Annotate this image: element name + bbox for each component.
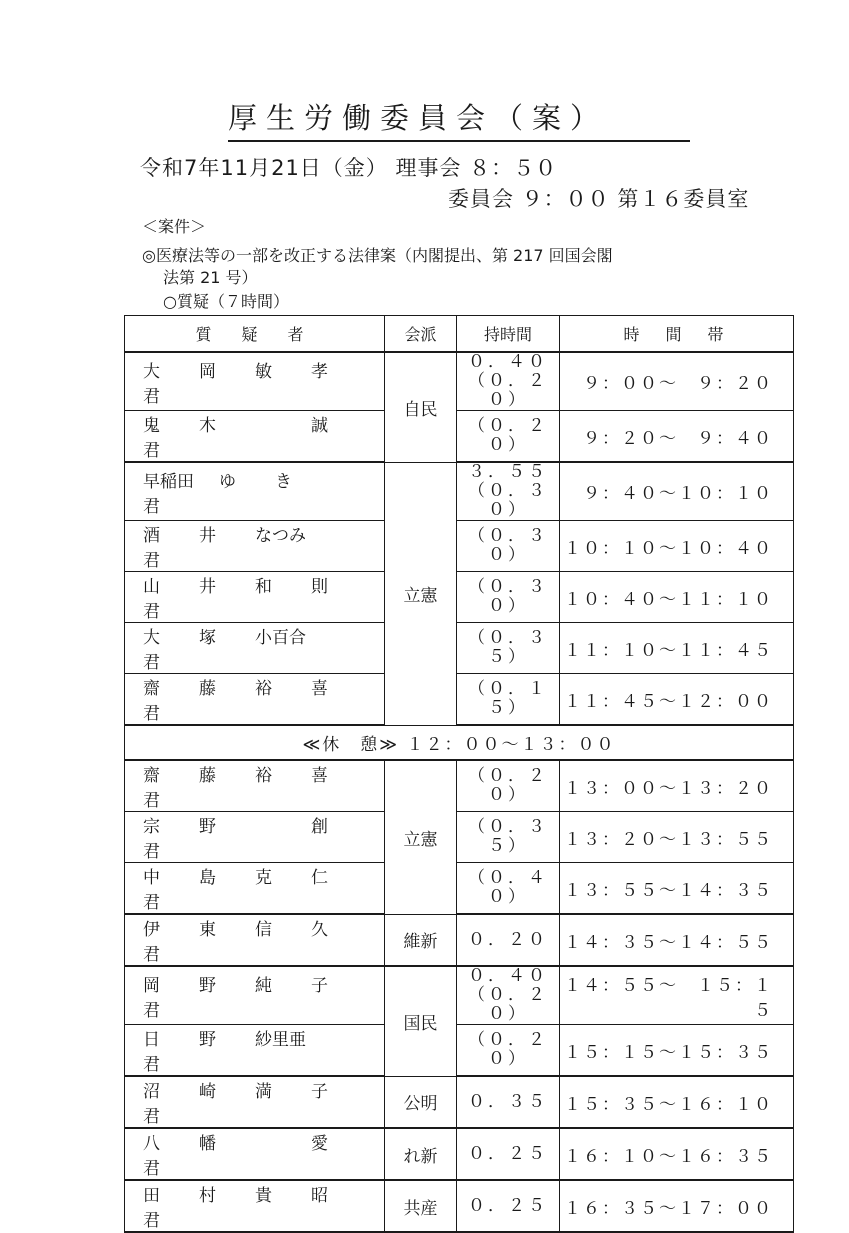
name-part: 君 [143, 1107, 160, 1127]
time-slot: １４：５５～ １５：１５ [560, 966, 794, 1025]
table-row [125, 674, 794, 726]
allotted-time: （０．２０） [457, 411, 560, 463]
name-part: 君 [143, 1159, 160, 1179]
name-part: 野 [199, 1030, 216, 1050]
name-part: 君 [143, 1211, 160, 1231]
questioner-name [125, 572, 385, 623]
name-part: 誠 [311, 416, 328, 436]
questioner-name [125, 1076, 385, 1128]
lunch-break: ≪休 憩≫ １２：００～１３：００ [125, 725, 794, 760]
question-schedule-table [124, 315, 794, 1233]
name-part: 喜 [311, 679, 328, 699]
allotted-time: （０．３０） [457, 521, 560, 572]
name-part: 君 [143, 842, 160, 862]
name-part: 裕 [255, 679, 272, 699]
questioner-name [125, 1180, 385, 1232]
name-part: 日 [143, 1030, 160, 1050]
time-slot: １３：５５～１４：３５ [560, 863, 794, 915]
name-part: 大 [143, 361, 160, 382]
party-cell: 立憲 [385, 760, 457, 914]
table-row [125, 914, 794, 966]
name-part: 克 [255, 868, 272, 888]
time-slot: １６：１０～１６：３５ [560, 1128, 794, 1180]
name-part: き [275, 471, 292, 492]
allotted-time: （０．２０） [457, 1025, 560, 1077]
name-part: 山 [143, 577, 160, 597]
name-part: なつみ [255, 526, 306, 546]
questioner-name [125, 1128, 385, 1180]
name-part: 則 [311, 577, 328, 597]
name-part: 大 [143, 628, 160, 648]
name-part: 藤 [199, 766, 216, 786]
name-part: 宗 [143, 817, 160, 837]
questioner-name [125, 760, 385, 812]
table-row [125, 863, 794, 915]
name-part: 純 [255, 975, 272, 996]
allotted-time: （０．３０） [457, 572, 560, 623]
time-slot: ９：００～ ９：２０ [560, 352, 794, 411]
name-part: 岡 [143, 975, 160, 996]
question-heading: ○質疑（７時間） [163, 292, 289, 311]
table-row [125, 1128, 794, 1180]
name-part: 仁 [311, 868, 328, 888]
allotted-time: （０．３５） [457, 812, 560, 863]
party-cell: 維新 [385, 914, 457, 966]
table-row [125, 572, 794, 623]
time-slot: １６：３５～１７：００ [560, 1180, 794, 1232]
name-part: 君 [143, 1055, 160, 1075]
name-part: 紗里亜 [255, 1030, 306, 1050]
name-part: 齋 [143, 679, 160, 699]
name-part: 君 [143, 653, 160, 673]
name-part: 沼 [143, 1082, 160, 1102]
questioner-name [125, 914, 385, 966]
time-slot: ９：４０～１０：１０ [560, 462, 794, 521]
name-part: 幡 [199, 1134, 216, 1154]
time-slot: １３：００～１３：２０ [560, 760, 794, 812]
committee-time: 委員会 ９：００ 第１６委員室 [448, 187, 750, 211]
time-slot: １５：１５～１５：３５ [560, 1025, 794, 1077]
name-part: 喜 [311, 766, 328, 786]
name-part: 藤 [199, 679, 216, 699]
name-part: 伊 [143, 920, 160, 940]
allotted-time: （０．３５） [457, 623, 560, 674]
time-slot: ９：２０～ ９：４０ [560, 411, 794, 463]
name-part: 信 [255, 920, 272, 940]
table-row [125, 1076, 794, 1128]
questioner-name [125, 1025, 385, 1077]
name-part: 齋 [143, 766, 160, 786]
name-part: 東 [199, 920, 216, 940]
name-part: 塚 [199, 628, 216, 648]
questioner-name [125, 352, 385, 411]
table-header [125, 316, 794, 353]
allotted-time: （０．２０） [457, 760, 560, 812]
name-part: 君 [143, 551, 160, 571]
name-part: 和 [255, 577, 272, 597]
table-row [125, 1180, 794, 1232]
name-part: 野 [199, 817, 216, 837]
table-row [125, 411, 794, 463]
name-part: 岡 [199, 361, 216, 382]
name-part: 子 [311, 975, 328, 996]
allotted-time: ０．３５ [457, 1076, 560, 1128]
time-slot: １４：３５～１４：５５ [560, 914, 794, 966]
time-slot: １１：４５～１２：００ [560, 674, 794, 726]
name-part: 子 [311, 1082, 328, 1102]
questioner-name [125, 863, 385, 915]
page-title: 厚生労働委員会（案） [228, 100, 690, 142]
name-part: 中 [143, 868, 160, 888]
name-part: 井 [199, 526, 216, 546]
name-part: 野 [199, 975, 216, 996]
name-part: 君 [143, 893, 160, 913]
name-part: 井 [199, 577, 216, 597]
table-row [125, 521, 794, 572]
party-cell: 国民 [385, 966, 457, 1076]
questioner-name [125, 623, 385, 674]
bill-title-line2: 法第 21 号） [163, 268, 258, 287]
time-slot: １０：４０～１１：１０ [560, 572, 794, 623]
name-part: 君 [143, 602, 160, 622]
questioner-name [125, 966, 385, 1025]
allotted-time: ０．４０ （０．２０） [457, 966, 560, 1025]
header-allotted: 持時間 [457, 316, 560, 353]
name-part: 貴 [255, 1186, 272, 1206]
name-part: 裕 [255, 766, 272, 786]
party-cell: れ新 [385, 1128, 457, 1180]
name-part: 君 [143, 1000, 160, 1021]
allotted-time: ３．５５ （０．３０） [457, 462, 560, 521]
name-part: 満 [255, 1082, 272, 1102]
name-part: 君 [143, 386, 160, 407]
agenda-heading: ＜案件＞ [142, 217, 207, 236]
header-party: 会派 [385, 316, 457, 353]
allotted-time: （０．１５） [457, 674, 560, 726]
name-part: 崎 [199, 1082, 216, 1102]
name-part: 八 [143, 1134, 160, 1154]
name-part: 田 [143, 1186, 160, 1206]
name-part: 島 [199, 868, 216, 888]
party-cell: 共産 [385, 1180, 457, 1232]
name-part: 木 [199, 416, 216, 436]
table-row [125, 623, 794, 674]
name-part: 早稲田 [143, 471, 194, 492]
time-slot: １１：１０～１１：４５ [560, 623, 794, 674]
name-part: 君 [143, 704, 160, 724]
allotted-time: ０．４０ （０．２０） [457, 352, 560, 411]
name-part: 君 [143, 945, 160, 965]
bill-title-line1: ◎医療法等の一部を改正する法律案（内閣提出、第 217 回国会閣 [142, 246, 613, 265]
table-row [125, 966, 794, 1025]
questioner-name [125, 674, 385, 726]
meeting-date: 令和7年11月21日（金） 理事会 ８：５０ [140, 156, 558, 180]
name-part: 君 [143, 441, 160, 461]
table-row [125, 352, 794, 411]
allotted-time: ０．２５ [457, 1128, 560, 1180]
name-part: 鬼 [143, 416, 160, 436]
time-slot: １３：２０～１３：５５ [560, 812, 794, 863]
break-row [125, 725, 794, 760]
questioner-name [125, 462, 385, 521]
questioner-name [125, 812, 385, 863]
name-part: 君 [143, 496, 160, 517]
table-row [125, 462, 794, 521]
name-part: 昭 [311, 1186, 328, 1206]
header-timeslot: 時間帯 [560, 316, 794, 353]
allotted-time: ０．２５ [457, 1180, 560, 1232]
allotted-time: ０．２０ [457, 914, 560, 966]
table-row [125, 760, 794, 812]
header-questioner: 質疑者 [125, 316, 385, 353]
questioner-name [125, 411, 385, 463]
name-part: 愛 [311, 1134, 328, 1154]
name-part: 孝 [311, 361, 328, 382]
name-part: ゆ [219, 471, 236, 492]
time-slot: １０：１０～１０：４０ [560, 521, 794, 572]
party-cell: 公明 [385, 1076, 457, 1128]
allotted-time: （０．４０） [457, 863, 560, 915]
time-slot: １５：３５～１６：１０ [560, 1076, 794, 1128]
name-part: 久 [311, 920, 328, 940]
table-row [125, 1025, 794, 1077]
party-cell: 立憲 [385, 462, 457, 725]
questioner-name [125, 521, 385, 572]
party-cell: 自民 [385, 352, 457, 462]
name-part: 君 [143, 791, 160, 811]
name-part: 創 [311, 817, 328, 837]
name-part: 敏 [255, 361, 272, 382]
name-part: 小百合 [255, 628, 306, 648]
name-part: 酒 [143, 526, 160, 546]
table-row [125, 812, 794, 863]
name-part: 村 [199, 1186, 216, 1206]
